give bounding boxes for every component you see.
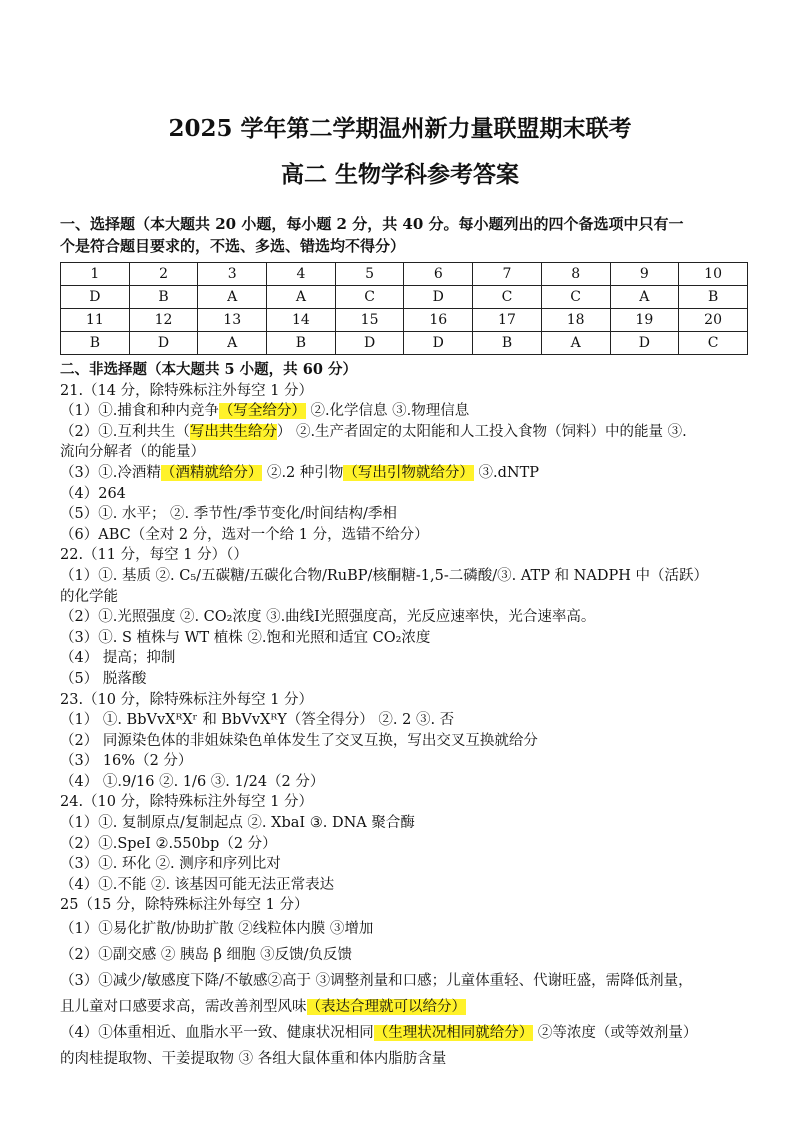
answer-line bbox=[60, 792, 760, 813]
table-cell: 11 bbox=[61, 309, 130, 332]
table-row-answers bbox=[61, 332, 748, 355]
answer-text: （3）①减少/敏感度下降/不敏感②高于 ③调整剂量和口感；儿童体重轻、代谢旺盛，需降低剂量， bbox=[60, 973, 693, 990]
answer-text: 21.（14 分，除特殊标注外每空 1 分） bbox=[60, 382, 314, 399]
answer-line bbox=[60, 484, 760, 505]
answer-line bbox=[60, 942, 760, 968]
answer-line bbox=[60, 463, 760, 484]
answer-text: （2） 同源染色体的非姐妹染色单体发生了交叉互换，写出交叉互换就给分 bbox=[60, 732, 538, 749]
table-cell: 4 bbox=[267, 263, 336, 286]
answer-text: 的化学能 bbox=[60, 588, 118, 605]
answer-text: （6）ABC（全对 2 分，选对一个给 1 分，选错不给分） bbox=[60, 526, 429, 543]
table-cell: 19 bbox=[610, 309, 679, 332]
answer-text: （3）①. S 植株与 WT 植株 ②.饱和光照和适宜 CO₂浓度 bbox=[60, 629, 431, 646]
answer-text: ③.dNTP bbox=[473, 464, 540, 481]
table-cell: A bbox=[198, 332, 267, 355]
table-cell: 8 bbox=[541, 263, 610, 286]
answer-text: 流向分解者（的能量） bbox=[60, 444, 205, 461]
answer-text: ②等浓度（或等效剂量） bbox=[533, 1025, 698, 1042]
highlighted-note: （生理状况相同就给分） bbox=[373, 1025, 534, 1042]
answer-text: （2）①.光照强度 ②. CO₂浓度 ③.曲线Ⅰ光照强度高，光反应速率快，光合速率高。 bbox=[60, 609, 596, 626]
answer-line bbox=[60, 772, 760, 793]
table-cell: C bbox=[679, 332, 748, 355]
table-cell: B bbox=[473, 332, 542, 355]
table-cell: 16 bbox=[404, 309, 473, 332]
answer-text: 22.（11 分，每空 1 分）（） bbox=[60, 547, 248, 564]
answer-text: （4） 提高；抑制 bbox=[60, 650, 176, 667]
table-cell: D bbox=[61, 286, 130, 309]
answer-text: （3）①. 环化 ②. 测序和序列比对 bbox=[60, 856, 281, 873]
document-title: 2025 学年第二学期温州新力量联盟期末联考 bbox=[168, 115, 632, 142]
answer-line bbox=[60, 875, 760, 896]
table-cell: B bbox=[679, 286, 748, 309]
answer-text: （4）①.不能 ②. 该基因可能无法正常表达 bbox=[60, 876, 335, 893]
answer-line bbox=[60, 422, 760, 443]
table-cell: A bbox=[610, 286, 679, 309]
answer-line bbox=[60, 1020, 760, 1046]
table-cell: B bbox=[129, 286, 198, 309]
section1-heading-line1: 一、选择题（本大题共 20 小题，每小题 2 分，共 40 分。每小题列出的四个备选项中只有一 bbox=[60, 215, 684, 233]
highlighted-note: （表达合理就可以给分） bbox=[306, 999, 466, 1016]
section1-heading bbox=[60, 213, 750, 257]
table-cell: 14 bbox=[267, 309, 336, 332]
highlighted-note: （写全给分） bbox=[218, 403, 306, 420]
answer-line bbox=[60, 968, 760, 994]
answer-text: 且儿童对口感要求高，需改善剂型风味 bbox=[60, 999, 307, 1016]
answer-text: （1） ①. BbVvXᴿXʳ 和 BbVvXᴿY（答全得分） ②. 2 ③. 否 bbox=[60, 712, 455, 729]
answer-text: （2）①.SpeⅠ ②.550bp（2 分） bbox=[60, 835, 277, 852]
table-cell: C bbox=[541, 286, 610, 309]
table-cell: B bbox=[267, 332, 336, 355]
answer-line bbox=[60, 813, 760, 834]
highlighted-note: 写出共生给分 bbox=[189, 423, 277, 440]
table-cell: D bbox=[335, 332, 404, 355]
table-cell: 1 bbox=[61, 263, 130, 286]
answer-line bbox=[60, 525, 760, 546]
table-cell: D bbox=[610, 332, 679, 355]
answer-text: 的肉桂提取物、干姜提取物 ③ 各组大鼠体重和体内脂肪含量 bbox=[60, 1051, 447, 1068]
answer-line bbox=[60, 994, 760, 1020]
table-cell: D bbox=[404, 286, 473, 309]
answer-text: （4） ①.9/16 ②. 1/6 ③. 1/24（2 分） bbox=[60, 773, 325, 790]
answer-line bbox=[60, 504, 760, 525]
table-cell: 3 bbox=[198, 263, 267, 286]
answer-line bbox=[60, 731, 760, 752]
table-cell: 20 bbox=[679, 309, 748, 332]
highlighted-note: （酒精就给分） bbox=[160, 464, 263, 481]
answer-text: （1）①.捕食和种内竞争 bbox=[60, 403, 219, 420]
answer-text: ②.2 种引物 bbox=[262, 464, 344, 481]
table-cell: 9 bbox=[610, 263, 679, 286]
table-row-question-numbers bbox=[61, 263, 748, 286]
highlighted-note: （写出引物就给分） bbox=[343, 464, 474, 481]
answer-line bbox=[60, 401, 760, 422]
table-cell: 10 bbox=[679, 263, 748, 286]
answer-line bbox=[60, 628, 760, 649]
answer-line bbox=[60, 360, 760, 381]
answer-line bbox=[60, 710, 760, 731]
answer-text: （3）①.冷酒精 bbox=[60, 464, 161, 481]
answer-text: ） ②.生产者固定的太阳能和人工投入食物（饲料）中的能量 ③. bbox=[276, 423, 687, 440]
answer-text: 二、非选择题（本大题共 5 小题，共 60 分） bbox=[60, 361, 357, 378]
answer-line bbox=[60, 854, 760, 875]
section1-heading-line2: 个是符合题目要求的，不选、多选、错选均不得分） bbox=[60, 237, 406, 255]
answer-line bbox=[60, 1046, 760, 1072]
table-cell: A bbox=[541, 332, 610, 355]
answer-text: （2）①副交感 ② 胰岛 β 细胞 ③反馈/负反馈 bbox=[60, 947, 353, 964]
answer-text: （5） 脱落酸 bbox=[60, 670, 147, 687]
answer-line bbox=[60, 442, 760, 463]
answer-line bbox=[60, 607, 760, 628]
answer-text: （1）①. 基质 ②. C₅/五碳糖/五碳化合物/RuBP/核酮糖-1,5-二磷酸/③. ATP 和 NADPH 中（活跃） bbox=[60, 567, 708, 584]
table-cell: 12 bbox=[129, 309, 198, 332]
answer-body bbox=[60, 360, 760, 1072]
answer-text: （3） 16%（2 分） bbox=[60, 753, 193, 770]
answer-text: （5）①. 水平； ②. 季节性/季节变化/时间结构/季相 bbox=[60, 506, 397, 523]
document-subtitle: 高二 生物学科参考答案 bbox=[280, 161, 519, 188]
answer-line bbox=[60, 566, 760, 587]
answer-line bbox=[60, 669, 760, 690]
table-cell: D bbox=[129, 332, 198, 355]
answer-text: （1）①易化扩散/协助扩散 ②线粒体内膜 ③增加 bbox=[60, 921, 374, 938]
table-cell: A bbox=[198, 286, 267, 309]
table-row-answers bbox=[61, 286, 748, 309]
table-cell: C bbox=[473, 286, 542, 309]
table-cell: D bbox=[404, 332, 473, 355]
answer-text: （4）264 bbox=[60, 485, 126, 502]
answer-text: 25（15 分，除特殊标注外每空 1 分） bbox=[60, 897, 309, 914]
table-cell: A bbox=[267, 286, 336, 309]
table-cell: 5 bbox=[335, 263, 404, 286]
answer-text: （1）①. 复制原点/复制起点 ②. XbaⅠ ③. DNA 聚合酶 bbox=[60, 815, 415, 832]
answer-line bbox=[60, 381, 760, 402]
answer-line bbox=[60, 916, 760, 942]
answer-text: 23.（10 分，除特殊标注外每空 1 分） bbox=[60, 691, 314, 708]
table-cell: 18 bbox=[541, 309, 610, 332]
answer-text: ②.化学信息 ③.物理信息 bbox=[305, 403, 470, 420]
table-cell: 17 bbox=[473, 309, 542, 332]
table-cell: C bbox=[335, 286, 404, 309]
answer-table bbox=[60, 262, 748, 355]
answer-line bbox=[60, 751, 760, 772]
table-cell: 6 bbox=[404, 263, 473, 286]
table-cell: B bbox=[61, 332, 130, 355]
answer-text: （4）①体重相近、血脂水平一致、健康状况相同 bbox=[60, 1025, 374, 1042]
answer-line bbox=[60, 895, 760, 916]
table-cell: 13 bbox=[198, 309, 267, 332]
answer-line bbox=[60, 587, 760, 608]
table-cell: 15 bbox=[335, 309, 404, 332]
table-cell: 2 bbox=[129, 263, 198, 286]
answer-text: （2）①.互利共生（ bbox=[60, 423, 190, 440]
answer-line bbox=[60, 648, 760, 669]
answer-line bbox=[60, 834, 760, 855]
table-cell: 7 bbox=[473, 263, 542, 286]
table-row-question-numbers bbox=[61, 309, 748, 332]
answer-line bbox=[60, 545, 760, 566]
answer-text: 24.（10 分，除特殊标注外每空 1 分） bbox=[60, 794, 314, 811]
answer-line bbox=[60, 690, 760, 711]
